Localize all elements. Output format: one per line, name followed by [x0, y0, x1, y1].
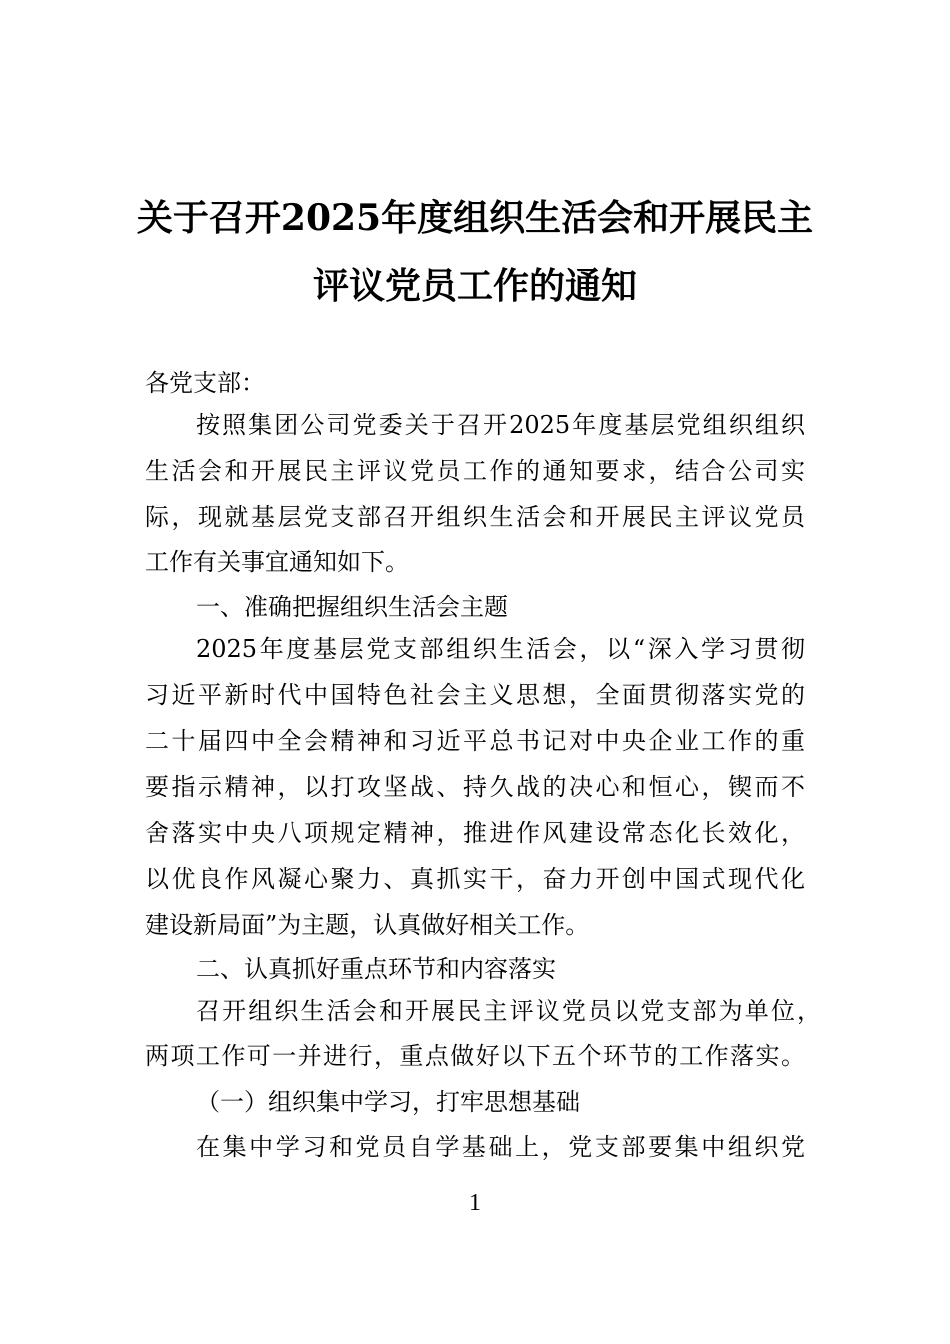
paragraph-1-line-4: 工作有关事宜通知如下。: [145, 548, 409, 576]
paragraph-1-line-2: 生活会和开展民主评议党员工作的通知要求，结合公司实: [145, 457, 805, 485]
salutation: 各党支部：: [145, 369, 265, 397]
paragraph-2-line-5: 舍落实中央八项规定精神，推进作风建设常态化长效化，: [145, 819, 805, 847]
section-heading-1: 一、准确把握组织生活会主题: [196, 593, 508, 621]
paragraph-2-line-2: 习近平新时代中国特色社会主义思想，全面贯彻落实党的: [145, 681, 805, 709]
paragraph-3-line-1: 召开组织生活会和开展民主评议党员以党支部为单位，: [196, 997, 821, 1025]
paragraph-1-line-3: 际，现就基层党支部召开组织生活会和开展民主评议党员: [145, 503, 805, 531]
paragraph-3-line-2: 两项工作可一并进行，重点做好以下五个环节的工作落实。: [145, 1042, 805, 1070]
paragraph-4-line-1: 在集中学习和党员自学基础上，党支部要集中组织党: [196, 1133, 805, 1161]
paragraph-1-line-1: 按照集团公司党委关于召开2025年度基层党组织组织: [196, 411, 805, 439]
paragraph-2-line-7: 建设新局面”为主题，认真做好相关工作。: [145, 911, 590, 939]
paragraph-2-line-1: 2025年度基层党支部组织生活会，以“深入学习贯彻: [196, 635, 805, 663]
paragraph-2-line-3: 二十届四中全会精神和习近平总书记对中央企业工作的重: [145, 727, 805, 755]
subsection-heading-1: （一）组织集中学习，打牢思想基础: [196, 1088, 580, 1116]
paragraph-2-line-6: 以优良作风凝心聚力、真抓实干，奋力开创中国式现代化: [145, 865, 805, 893]
section-heading-2: 二、认真抓好重点环节和内容落实: [196, 955, 556, 983]
document-title-line-2: 评议党员工作的通知: [312, 265, 637, 307]
paragraph-2-line-4: 要指示精神，以打攻坚战、持久战的决心和恒心，锲而不: [145, 773, 805, 801]
document-title-line-1: 关于召开2025年度组织生活会和开展民主: [136, 197, 814, 239]
page-number: 1: [469, 1190, 481, 1216]
